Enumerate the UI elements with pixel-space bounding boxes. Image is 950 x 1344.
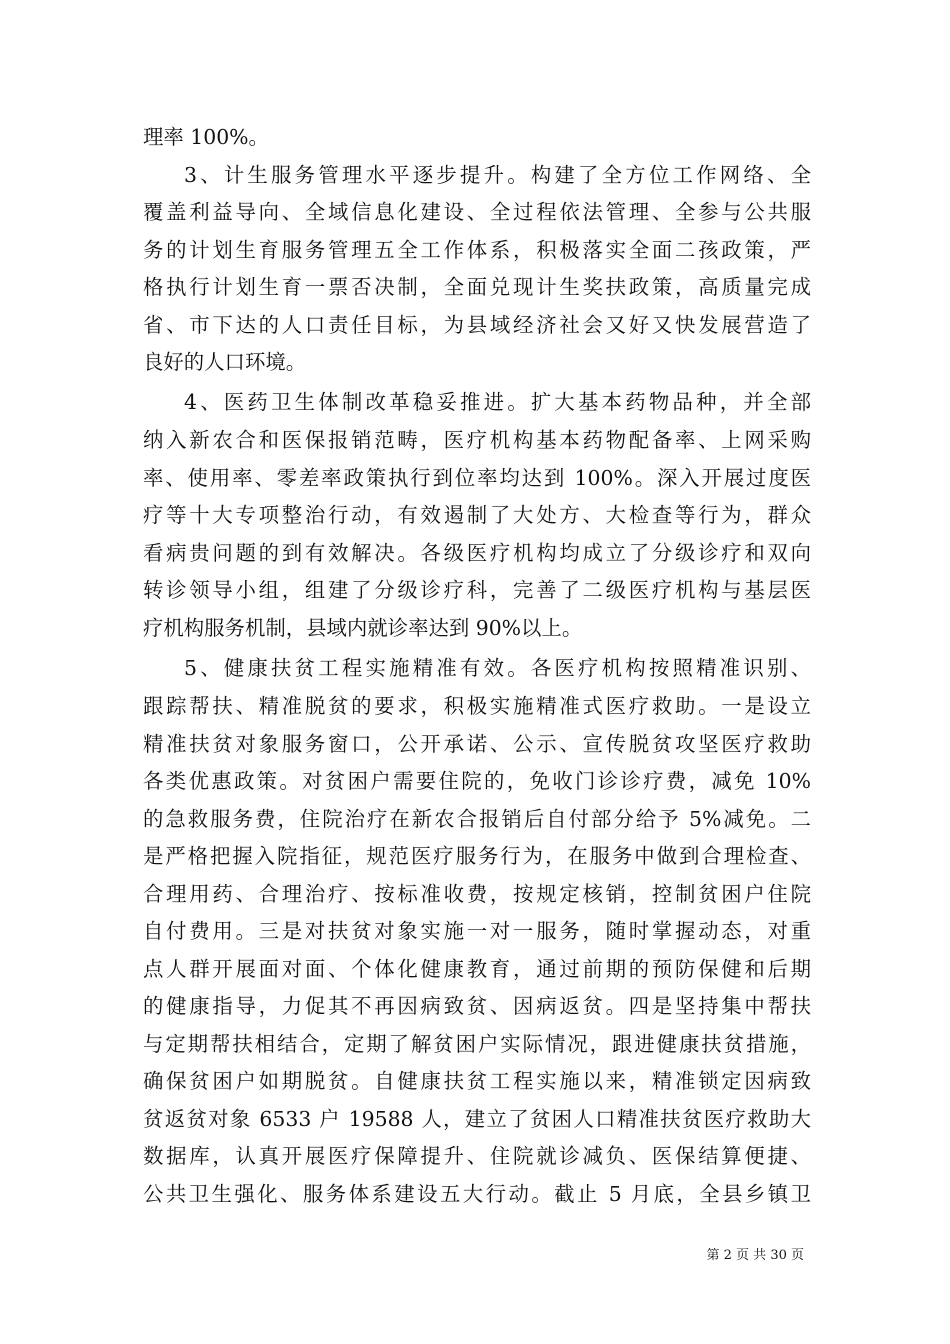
text-line: 各类优惠政策。对贫困户需要住院的，免收门诊诊疗费，减免 10%: [143, 769, 811, 793]
text-line: 合理用药、合理治疗、按标准收费，按规定核销，控制贫困户住院: [143, 882, 811, 906]
text-line: 格执行计划生育一票否决制，全面兑现计生奖扶政策，高质量完成: [143, 275, 811, 299]
text-line: 数据库，认真开展医疗保障提升、住院就诊减负、医保结算便捷、: [143, 1144, 811, 1168]
text-line: 省、市下达的人口责任目标，为县域经济社会又好又快发展营造了: [143, 313, 811, 337]
text-line: 良好的人口环境。: [143, 350, 307, 374]
text-line: 点人群开展面对面、个体化健康教育，通过前期的预防保健和后期: [143, 957, 811, 981]
text-line: 看病贵问题的到有效解决。各级医疗机构均成立了分级诊疗和双向: [143, 541, 811, 565]
text-line: 疗等十大专项整治行动，有效遏制了大处方、大检查等行为，群众: [143, 503, 811, 527]
text-line: 纳入新农合和医保报销范畴，医疗机构基本药物配备率、上网采购: [143, 428, 811, 452]
text-line: 理率 100%。: [143, 125, 269, 149]
page-number-footer: 第 2 页 共 30 页: [706, 1248, 804, 1263]
text-line: 务的计划生育服务管理五全工作体系，积极落实全面二孩政策，严: [143, 238, 811, 262]
text-line: 精准扶贫对象服务窗口，公开承诺、公示、宣传脱贫攻坚医疗救助: [143, 732, 811, 756]
text-line: 是严格把握入院指征，规范医疗服务行为，在服务中做到合理检查、: [143, 844, 811, 868]
text-line: 疗机构服务机制，县域内就诊率达到 90%以上。: [143, 616, 583, 640]
text-line: 与定期帮扶相结合，定期了解贫困户实际情况，跟进健康扶贫措施，: [143, 1032, 811, 1056]
text-line: 自付费用。三是对扶贫对象实施一对一服务，随时掌握动态，对重: [143, 919, 811, 943]
text-line: 贫返贫对象 6533 户 19588 人，建立了贫困人口精准扶贫医疗救助大: [143, 1107, 811, 1131]
text-line: 的健康指导，力促其不再因病致贫、因病返贫。四是坚持集中帮扶: [143, 994, 811, 1018]
text-line: 3、计生服务管理水平逐步提升。构建了全方位工作网络、全: [184, 163, 811, 187]
text-line: 4、医药卫生体制改革稳妥推进。扩大基本药物品种，并全部: [184, 390, 811, 414]
text-line: 5、健康扶贫工程实施精准有效。各医疗机构按照精准识别、: [184, 656, 811, 680]
text-line: 转诊领导小组，组建了分级诊疗科，完善了二级医疗机构与基层医: [143, 578, 811, 602]
text-line: 公共卫生强化、服务体系建设五大行动。截止 5 月底，全县乡镇卫: [143, 1182, 811, 1206]
text-line: 率、使用率、零差率政策执行到位率均达到 100%。深入开展过度医: [143, 466, 811, 490]
text-line: 确保贫困户如期脱贫。自健康扶贫工程实施以来，精准锁定因病致: [143, 1069, 811, 1093]
text-line: 的急救服务费，住院治疗在新农合报销后自付部分给予 5%减免。二: [143, 807, 811, 831]
text-line: 覆盖利益导向、全域信息化建设、全过程依法管理、全参与公共服: [143, 200, 811, 224]
text-line: 跟踪帮扶、精准脱贫的要求，积极实施精准式医疗救助。一是设立: [143, 694, 811, 718]
